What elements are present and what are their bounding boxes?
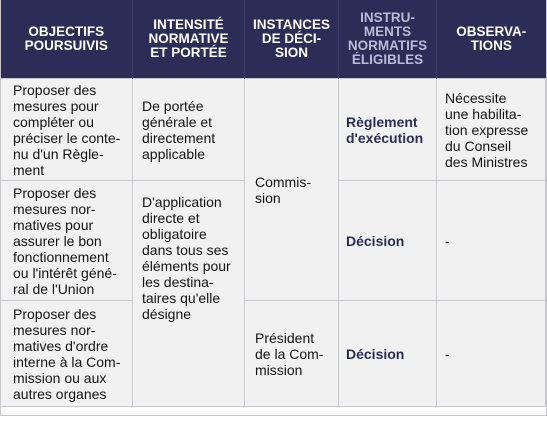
- cell-instance-president: Président de la Com- mission: [245, 301, 339, 407]
- header-intensite: INTENSITÉ NORMATIVE ET PORTÉE: [133, 0, 245, 79]
- cell-objectif: Proposer des mesures nor- matives d'ordre interne à la Com- mission ou aux autres organes: [1, 301, 133, 407]
- cell-intensite-merged: D'application directe et obligatoire dans tous ses éléments pour les destina- taires qu'elle désigne: [133, 181, 245, 407]
- table-row: [1, 79, 546, 181]
- cell-observation: -: [437, 181, 546, 301]
- header-objectifs: OBJECTIFS POURSUIVIS: [1, 0, 133, 79]
- cell-instrument: Décision: [339, 301, 437, 407]
- header-instances: INSTANCES DE DÉCI- SION: [245, 0, 339, 79]
- table-row: [1, 301, 546, 407]
- cell-intensite: De portée générale et directement applicable: [133, 79, 245, 181]
- table-header: [1, 0, 546, 79]
- cell-instance-commission: Commis- sion: [245, 79, 339, 301]
- cell-instrument: Décision: [339, 181, 437, 301]
- cell-instrument: Règlement d'exécution: [339, 79, 437, 181]
- cell-observation: -: [437, 301, 546, 407]
- cell-objectif: Proposer des mesures nor- matives pour assurer le bon fonctionnement ou l'intérêt géné- ral de l'Union: [1, 181, 133, 301]
- header-observations: OBSERVA- TIONS: [437, 0, 546, 79]
- cell-observation: Nécessite une habilita- tion expresse du Conseil des Ministres: [437, 79, 546, 181]
- header-instruments: INSTRU- MENTS NORMATIFS ÉLIGIBLES: [339, 0, 437, 79]
- cell-objectif: Proposer des mesures pour compléter ou préciser le conte- nu d'un Règle- ment: [1, 79, 133, 181]
